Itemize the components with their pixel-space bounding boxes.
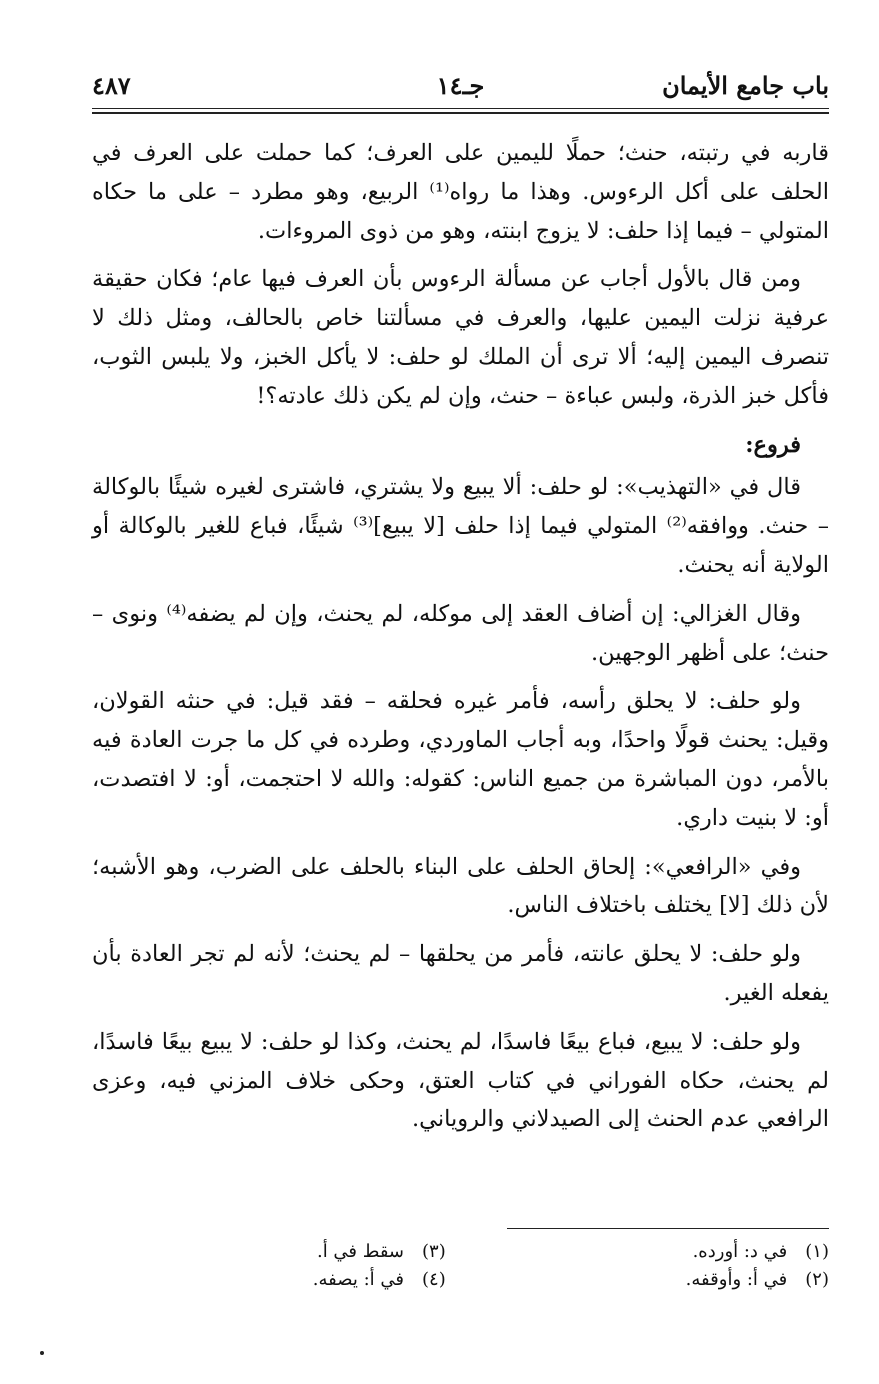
footnote-text: في أ: يصفه. bbox=[312, 1269, 405, 1290]
paragraph: ولو حلف: لا يحلق عانته، فأمر من يحلقها – لم يحنث؛ لأنه لم تجر العادة بأن يفعله الغير. bbox=[92, 941, 829, 1006]
footnote bbox=[475, 1238, 829, 1266]
main-text bbox=[92, 134, 829, 1149]
footnote-column-left bbox=[92, 1238, 446, 1294]
scan-speck bbox=[40, 1351, 44, 1355]
footnote-number: (١) bbox=[805, 1241, 829, 1262]
header-rule-thick bbox=[92, 112, 829, 114]
footnote bbox=[475, 1266, 829, 1294]
chapter-title: باب جامع الأيمان bbox=[662, 71, 829, 100]
paragraph: ومن قال بالأول أجاب عن مسألة الرءوس بأن العرف فيها عام؛ فكان حقيقة عرفية نزلت اليمين عليها، والعرف في مسألتنا خاص بالحالف، ومثل ذلك لا تنصرف اليمين إليه؛ ألا ترى أن الملك لو حلف: لا يأكل الخبز، ولا يلبس الثوب، فأكل خبز الذرة، ولبس عباءة – حنث، وإن لم يكن ذلك عادته؟! bbox=[92, 266, 829, 409]
header-rule bbox=[92, 108, 829, 109]
paragraph: ولو حلف: لا يبيع، فباع بيعًا فاسدًا، لم يحنث، وكذا لو حلف: لا يبيع بيعًا فاسدًا، لم يحنث، حكاه الفوراني في كتاب العتق، وحكى خلاف المزني فيه، وعزى الرافعي عدم الحنث إلى الصيدلاني والروياني. bbox=[92, 1028, 829, 1133]
paragraph: وقال الغزالي: إن أضاف العقد إلى موكله، لم يحنث، وإن لم يضفه⁽⁴⁾ ونوى – حنث؛ على أظهر الوجهين. bbox=[92, 600, 829, 666]
footnote-text: سقط في أ. bbox=[316, 1241, 405, 1262]
page-number: ٤٨٧ bbox=[92, 71, 131, 100]
footnote-column-right bbox=[475, 1238, 829, 1294]
volume-number: جـ١٤ bbox=[436, 71, 485, 100]
paragraph: ولو حلف: لا يحلق رأسه، فأمر غيره فحلقه – فقد قيل: في حنثه القولان، وقيل: يحنث قولًا واحدًا، وبه أجاب الماوردي، وطرده في كل ما جرت العادة فيه بالأمر، دون المباشرة من جميع الناس: كقوله: والله لا احتجمت، أو: لا افتصدت، أو: لا بنيت داري. bbox=[92, 688, 829, 831]
section-heading: فروع: bbox=[745, 431, 801, 458]
footnote-text: في أ: وأوقفه. bbox=[685, 1269, 788, 1290]
page-header bbox=[92, 66, 829, 106]
paragraph: قال في «التهذيب»: لو حلف: ألا يبيع ولا يشتري، فاشترى لغيره شيئًا بالوكالة – حنث. ووافقه⁽²⁾ المتولي فيما إذا حلف [لا يبيع]⁽³⁾ شيئًا، فباع للغير بالوكالة أو الولاية أنه يحنث. bbox=[92, 474, 829, 578]
paragraph: وفي «الرافعي»: إلحاق الحلف على البناء بالحلف على الضرب، وهو الأشبه؛ لأن ذلك [لا] يختلف باختلاف الناس. bbox=[92, 853, 829, 919]
footnote bbox=[92, 1238, 446, 1266]
footnote bbox=[92, 1266, 446, 1294]
footnote-text: في د: أورده. bbox=[692, 1241, 788, 1262]
footnote-number: (٢) bbox=[805, 1269, 829, 1290]
footnote-number: (٤) bbox=[422, 1269, 446, 1290]
footnote-number: (٣) bbox=[422, 1241, 446, 1262]
paragraph: قاربه في رتبته، حنث؛ حملًا لليمين على العرف؛ كما حملت على العرف في الحلف على أكل الرءوس. وهذا ما رواه⁽¹⁾ الربيع، وهو مطرد – على ما حكاه المتولي – فيما إذا حلف: لا يزوج ابنته، وهو من ذوى المروءات. bbox=[92, 140, 830, 244]
footnote-separator bbox=[507, 1228, 829, 1229]
